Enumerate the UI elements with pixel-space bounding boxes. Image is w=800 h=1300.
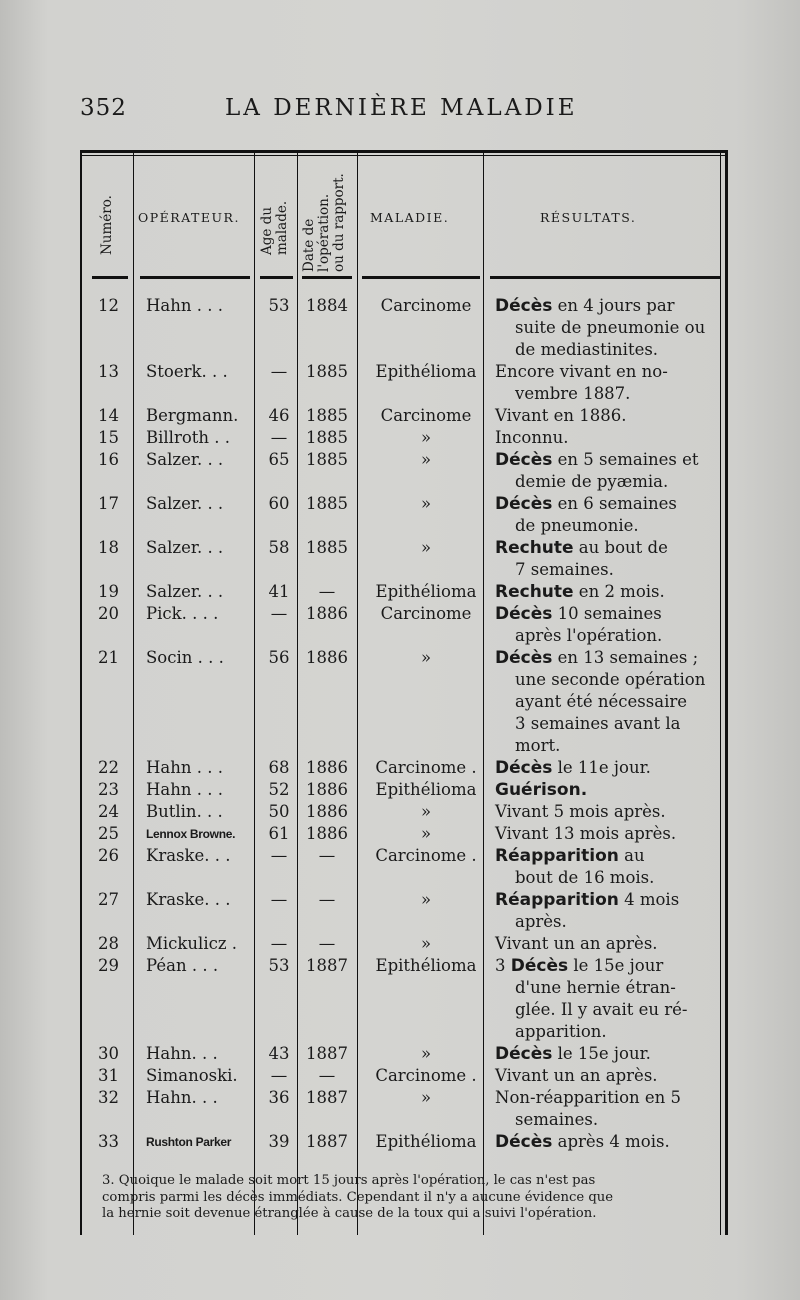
result-text: semaines.	[515, 1110, 599, 1129]
header-maladie: MALADIE.	[370, 210, 450, 225]
operator-name: Butlin. . .	[146, 802, 223, 821]
operator-name: Kraske. . .	[146, 846, 231, 865]
result-emphasis: Décès	[495, 648, 553, 668]
operator-name: Hahn. . .	[146, 1044, 218, 1063]
operator-name: Hahn . . .	[146, 758, 223, 777]
disease-type: Carcinome	[380, 296, 472, 315]
operation-date: 1886	[306, 802, 348, 821]
result-text: 4 mois	[618, 890, 680, 909]
disease-type: Epithélioma	[375, 956, 477, 975]
patient-age: 60	[268, 494, 290, 513]
result-text: mort.	[515, 736, 561, 755]
result-text: 7 semaines.	[515, 560, 614, 579]
result-text: le 15e jour.	[552, 1044, 651, 1063]
operation-date: 1887	[306, 956, 348, 975]
result-text: d'une hernie étran-	[515, 978, 676, 997]
operator-name: Péan . . .	[146, 956, 219, 975]
footnote	[102, 1173, 727, 1223]
result-cell	[495, 493, 725, 537]
patient-age: —	[270, 890, 288, 909]
header-rule	[302, 276, 352, 279]
result-emphasis: Décès	[495, 296, 553, 316]
patient-age: 53	[268, 296, 290, 315]
operator-name: Hahn . . .	[146, 780, 223, 799]
result-text: en 4 jours par	[552, 296, 675, 315]
result-emphasis: Réapparition	[495, 846, 619, 866]
result-line	[495, 735, 725, 757]
row-number: 24	[98, 802, 119, 821]
row-number: 27	[98, 890, 119, 909]
result-cell	[495, 1065, 725, 1087]
result-cell	[495, 603, 725, 647]
page-number: 352	[80, 95, 127, 121]
disease-type: Carcinome	[380, 604, 472, 623]
operation-date: —	[318, 582, 336, 601]
header-rule	[362, 276, 480, 279]
result-text: le 11e jour.	[552, 758, 651, 777]
row-number: 13	[98, 362, 119, 381]
header-rule	[92, 276, 128, 279]
patient-age: 36	[268, 1088, 290, 1107]
result-cell	[495, 801, 725, 823]
result-emphasis: Décès	[495, 1044, 553, 1064]
table-top-rule-thin	[80, 155, 728, 156]
patient-age: —	[270, 604, 288, 623]
result-text: Vivant 5 mois après.	[495, 802, 666, 821]
operation-date: 1885	[306, 428, 348, 447]
operator-name: Socin . . .	[146, 648, 224, 667]
operation-date: —	[318, 846, 336, 865]
row-number: 15	[98, 428, 119, 447]
patient-age: —	[270, 934, 288, 953]
patient-age: 46	[268, 406, 290, 425]
result-cell	[495, 845, 725, 889]
row-number: 14	[98, 406, 119, 425]
result-cell	[495, 449, 725, 493]
footnote-line: la hernie soit devenue étranglée à cause de la toux qui a suivi l'opération.	[102, 1206, 597, 1221]
header-rule	[260, 276, 293, 279]
result-line	[495, 295, 725, 317]
patient-age: —	[270, 428, 288, 447]
col-divider	[357, 150, 358, 1235]
result-text: Vivant 13 mois après.	[495, 824, 677, 843]
result-line	[495, 911, 725, 933]
operator-name: Salzer. . .	[146, 538, 224, 557]
result-line	[495, 1131, 725, 1153]
result-text: au	[618, 846, 645, 865]
operator-name: Stoerk. . .	[146, 362, 228, 381]
result-line	[495, 361, 725, 383]
result-line	[495, 339, 725, 361]
row-number: 19	[98, 582, 119, 601]
row-number: 23	[98, 780, 119, 799]
row-number: 31	[98, 1066, 119, 1085]
result-text: en 2 mois.	[573, 582, 665, 601]
result-emphasis: Décès	[495, 758, 553, 778]
result-text: 3 semaines avant la	[515, 714, 681, 733]
result-cell	[495, 823, 725, 845]
result-line	[495, 757, 725, 779]
result-emphasis: Décès	[495, 450, 553, 470]
result-emphasis: Guérison.	[495, 780, 588, 800]
result-line	[495, 845, 725, 867]
result-text: demie de pyæmia.	[515, 472, 669, 491]
operator-name: Bergmann.	[146, 406, 239, 425]
result-text: au bout de	[573, 538, 668, 557]
result-emphasis: Réapparition	[495, 890, 619, 910]
running-head	[80, 95, 720, 125]
patient-age: 52	[268, 780, 290, 799]
result-text: Vivant en 1886.	[495, 406, 627, 425]
disease-type: Carcinome .	[375, 846, 477, 865]
disease-type: »	[420, 428, 432, 447]
header-operateur: OPÉRATEUR.	[138, 210, 240, 225]
patient-age: 39	[268, 1132, 290, 1151]
result-line	[495, 1109, 725, 1131]
operator-name: Kraske. . .	[146, 890, 231, 909]
result-cell	[495, 361, 725, 405]
operation-date: 1886	[306, 758, 348, 777]
patient-age: 58	[268, 538, 290, 557]
result-line	[495, 867, 725, 889]
result-text: après.	[515, 912, 567, 931]
operator-name: Simanoski.	[146, 1066, 238, 1085]
result-line	[495, 801, 725, 823]
row-number: 22	[98, 758, 119, 777]
result-emphasis: Décès	[495, 1132, 553, 1152]
operation-date: 1886	[306, 824, 348, 843]
result-line	[495, 449, 725, 471]
col-divider	[297, 150, 298, 1235]
operator-name: Lennox Browne.	[146, 827, 236, 841]
result-text: suite de pneumonie ou	[515, 318, 706, 337]
result-text: Non-réapparition en 5	[495, 1088, 682, 1107]
data-table	[80, 150, 728, 1235]
result-line	[495, 889, 725, 911]
operation-date: 1887	[306, 1088, 348, 1107]
result-cell	[495, 757, 725, 779]
patient-age: 41	[268, 582, 290, 601]
result-emphasis: Décès	[495, 604, 553, 624]
result-line	[495, 537, 725, 559]
disease-type: »	[420, 450, 432, 469]
disease-type: »	[420, 648, 432, 667]
result-text: le 15e jour	[568, 956, 664, 975]
header-date: Date de l'opération. ou du rapport.	[301, 173, 347, 272]
result-line	[495, 999, 725, 1021]
patient-age: 56	[268, 648, 290, 667]
row-number: 28	[98, 934, 119, 953]
patient-age: 53	[268, 956, 290, 975]
operator-name: Rushton Parker	[146, 1135, 232, 1149]
patient-age: —	[270, 362, 288, 381]
operation-date: 1885	[306, 538, 348, 557]
result-line	[495, 691, 725, 713]
result-emphasis: Décès	[510, 956, 569, 976]
operation-date: 1887	[306, 1044, 348, 1063]
operation-date: 1886	[306, 604, 348, 623]
result-text: Vivant un an après.	[495, 1066, 658, 1085]
result-cell	[495, 1043, 725, 1065]
result-cell	[495, 889, 725, 933]
result-text: en 6 semaines	[552, 494, 677, 513]
operator-name: Billroth . .	[146, 428, 231, 447]
disease-type: »	[420, 824, 432, 843]
result-text: Inconnu.	[495, 428, 569, 447]
operation-date: 1885	[306, 362, 348, 381]
result-line	[495, 955, 725, 977]
result-text: en 13 semaines ;	[552, 648, 699, 667]
result-line	[495, 559, 725, 581]
row-number: 33	[98, 1132, 119, 1151]
operation-date: 1885	[306, 450, 348, 469]
result-line	[495, 515, 725, 537]
operator-name: Pick. . . .	[146, 604, 219, 623]
row-number: 18	[98, 538, 119, 557]
result-line	[495, 427, 725, 449]
disease-type: »	[420, 890, 432, 909]
result-line	[495, 977, 725, 999]
result-text: de pneumonie.	[515, 516, 639, 535]
patient-age: —	[270, 1066, 288, 1085]
disease-type: Epithélioma	[375, 582, 477, 601]
operator-name: Salzer. . .	[146, 450, 224, 469]
disease-type: »	[420, 802, 432, 821]
disease-type: »	[420, 934, 432, 953]
header-rule	[140, 276, 250, 279]
table-right-rule	[725, 150, 728, 1235]
operation-date: 1886	[306, 648, 348, 667]
result-line	[495, 1021, 725, 1043]
row-number: 25	[98, 824, 119, 843]
operation-date: 1885	[306, 406, 348, 425]
row-number: 21	[98, 648, 119, 667]
result-line	[495, 317, 725, 339]
result-cell	[495, 405, 725, 427]
result-text: vembre 1887.	[515, 384, 631, 403]
disease-type: Carcinome .	[375, 1066, 477, 1085]
result-cell	[495, 581, 725, 603]
col-divider	[133, 150, 134, 1235]
result-text: une seconde opération	[515, 670, 706, 689]
operator-name: Salzer. . .	[146, 582, 224, 601]
operation-date: 1885	[306, 494, 348, 513]
operation-date: —	[318, 1066, 336, 1085]
result-cell	[495, 1131, 725, 1153]
chapter-title: LA DERNIÈRE MALADIE	[225, 95, 578, 121]
result-text: 10 semaines	[552, 604, 662, 623]
disease-type: Epithélioma	[375, 780, 477, 799]
row-number: 26	[98, 846, 119, 865]
disease-type: »	[420, 538, 432, 557]
disease-type: Carcinome	[380, 406, 472, 425]
result-line	[495, 493, 725, 515]
patient-age: 43	[268, 1044, 290, 1063]
operation-date: 1884	[306, 296, 348, 315]
header-numero: Numéro.	[99, 195, 115, 255]
result-cell	[495, 933, 725, 955]
result-cell	[495, 955, 725, 1043]
row-number: 16	[98, 450, 119, 469]
result-text: après l'opération.	[515, 626, 663, 645]
result-line	[495, 823, 725, 845]
result-text: 3	[495, 956, 511, 975]
row-number: 17	[98, 494, 119, 513]
disease-type: Carcinome .	[375, 758, 477, 777]
disease-type: »	[420, 494, 432, 513]
patient-age: 65	[268, 450, 290, 469]
header-resultats: RÉSULTATS.	[540, 210, 637, 225]
disease-type: »	[420, 1088, 432, 1107]
patient-age: 50	[268, 802, 290, 821]
result-text: apparition.	[515, 1022, 607, 1041]
result-line	[495, 1087, 725, 1109]
disease-type: »	[420, 1044, 432, 1063]
row-number: 29	[98, 956, 119, 975]
result-cell	[495, 295, 725, 361]
result-line	[495, 471, 725, 493]
operation-date: 1886	[306, 780, 348, 799]
row-number: 12	[98, 296, 119, 315]
operation-date: 1887	[306, 1132, 348, 1151]
result-line	[495, 1043, 725, 1065]
result-line	[495, 581, 725, 603]
result-text: après 4 mois.	[552, 1132, 670, 1151]
result-line	[495, 383, 725, 405]
result-cell	[495, 779, 725, 801]
result-line	[495, 933, 725, 955]
result-text: glée. Il y avait eu ré-	[515, 1000, 688, 1019]
disease-type: Epithélioma	[375, 362, 477, 381]
table-left-rule	[80, 150, 82, 1235]
result-cell	[495, 537, 725, 581]
result-emphasis: Rechute	[495, 582, 574, 602]
footnote-line: compris parmi les décès immédiats. Cependant il n'y a aucune évidence que	[102, 1189, 614, 1205]
result-line	[495, 405, 725, 427]
result-line	[495, 625, 725, 647]
operation-date: —	[318, 890, 336, 909]
result-line	[495, 779, 725, 801]
row-number: 30	[98, 1044, 119, 1063]
result-text: bout de 16 mois.	[515, 868, 655, 887]
result-cell	[495, 647, 725, 757]
result-emphasis: Décès	[495, 494, 553, 514]
operator-name: Salzer. . .	[146, 494, 224, 513]
result-text: en 5 semaines et	[552, 450, 699, 469]
result-line	[495, 1065, 725, 1087]
operator-name: Mickulicz .	[146, 934, 238, 953]
result-text: Encore vivant en no-	[495, 362, 668, 381]
result-cell	[495, 1087, 725, 1131]
footnote-line: 3. Quoique le malade soit mort 15 jours après l'opération, le cas n'est pas	[102, 1173, 596, 1188]
result-line	[495, 603, 725, 625]
result-text: Vivant un an après.	[495, 934, 658, 953]
operator-name: Hahn. . .	[146, 1088, 218, 1107]
header-rule	[490, 276, 720, 279]
result-line	[495, 647, 725, 669]
patient-age: 61	[268, 824, 290, 843]
disease-type: Epithélioma	[375, 1132, 477, 1151]
result-text: ayant été nécessaire	[515, 692, 688, 711]
operator-name: Hahn . . .	[146, 296, 223, 315]
result-text: de mediastinites.	[515, 340, 659, 359]
table-top-rule	[80, 150, 728, 153]
patient-age: —	[270, 846, 288, 865]
row-number: 32	[98, 1088, 119, 1107]
header-age: Age du malade.	[259, 200, 290, 255]
result-cell	[495, 427, 725, 449]
row-number: 20	[98, 604, 119, 623]
result-line	[495, 669, 725, 691]
result-line	[495, 713, 725, 735]
operation-date: —	[318, 934, 336, 953]
result-emphasis: Rechute	[495, 538, 574, 558]
patient-age: 68	[268, 758, 290, 777]
